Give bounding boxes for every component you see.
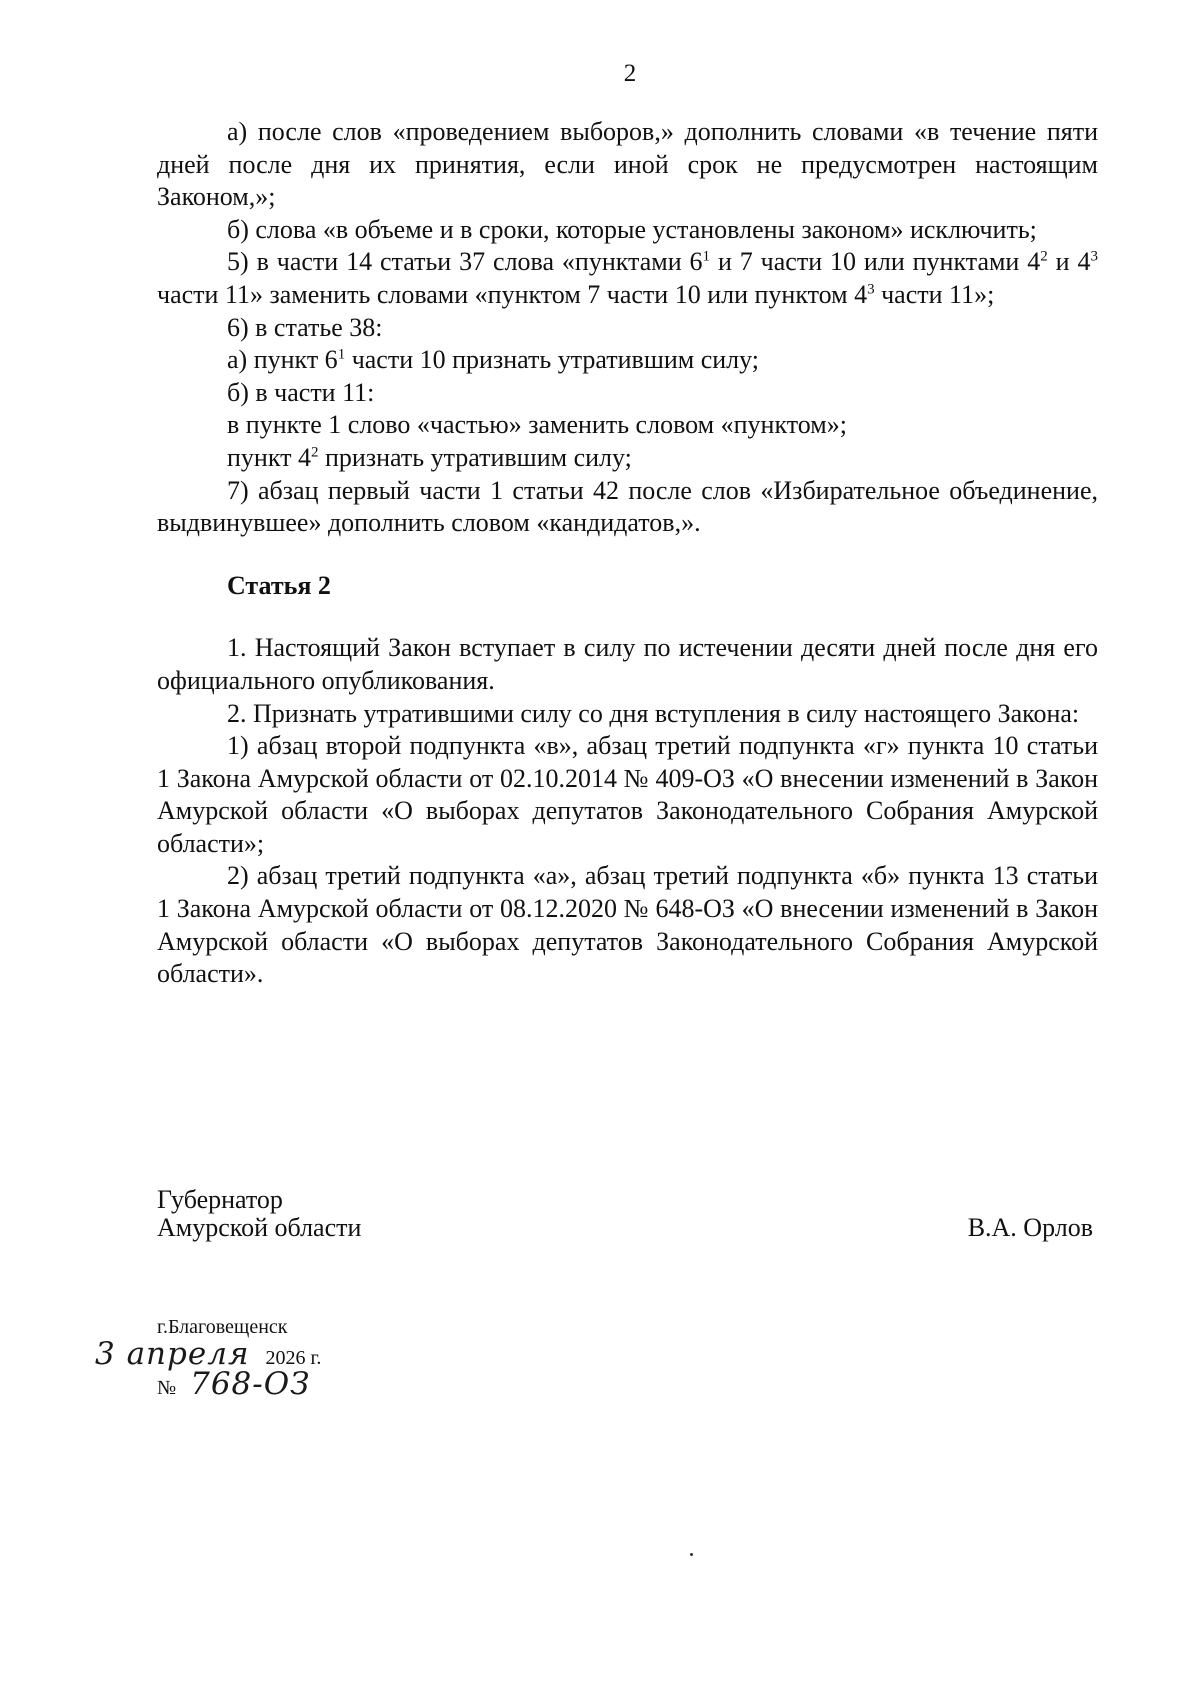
document-body bbox=[157, 116, 1098, 991]
article-2-item-2: 2. Признать утратившими силу со дня вступления в силу настоящего Закона: bbox=[227, 698, 1080, 728]
paragraph-b-exclusion: б) слова «в объеме и в сроки, которые установлены законом» исключить; bbox=[227, 214, 1037, 244]
signature-block bbox=[157, 1186, 1098, 1242]
number-sign: № bbox=[157, 1377, 177, 1399]
paragraph-a-amendment: а) после слов «проведением выборов,» дополнить словами «в течение пяти дней после дня их принятия, если иной срок не предусмотрен настоящим Законом,»; bbox=[157, 117, 1098, 212]
article-2-item-1: 1. Настоящий Закон вступает в силу по истечении десяти дней после дня его официального опубликования. bbox=[157, 633, 1098, 695]
paragraph-item-6b-point4: пункт $4^2$ признать утратившим силу; bbox=[227, 442, 632, 472]
article-2-subitem-2: 2) абзац третий подпункта «а», абзац третий подпункта «б» пункта 13 статьи 1 Закона Амурской области от 08.12.2020 № 648-ОЗ «О внесении изменений в Закон Амурской области «О выборах депутатов Законодательного Собрания Амурской области». bbox=[157, 861, 1098, 989]
article-2-subitem-1: 1) абзац второй подпункта «в», абзац третий подпункта «г» пункта 10 статьи 1 Закона Амурской области от 02.10.2014 № 409-ОЗ «О внесении изменений в Закон Амурской области «О выборах депутатов Законодательного Собрания Амурской области»; bbox=[157, 731, 1098, 858]
paragraph-item-7: 7) абзац первый части 1 статьи 42 после слов «Избирательное объединение, выдвинувшее» дополнить словом «кандидатов,». bbox=[157, 475, 1098, 538]
paragraph-item-6b-point1: в пункте 1 слово «частью» заменить словом «пунктом»; bbox=[227, 410, 847, 440]
signatory-title: Губернатор Амурской области bbox=[157, 1185, 362, 1242]
handwritten-date: 3 апреля bbox=[95, 1336, 250, 1372]
article-2-heading: Статья 2 bbox=[227, 570, 331, 600]
issue-year: 2026 г. bbox=[265, 1347, 322, 1369]
paragraph-item-6b: б) в части 11: bbox=[227, 377, 375, 407]
law-number bbox=[157, 1366, 310, 1402]
signatory-name: В.А. Орлов bbox=[967, 1213, 1093, 1242]
page-number: 2 bbox=[623, 60, 637, 87]
paragraph-item-5: 5) в части 14 статьи 37 слова «пунктами $6^1$ и 7 части 10 или пунктами $4^2$ и $4^3$ части 11» заменить словами «пунктом 7 части 10 или пунктом $4^3$ части 11»; bbox=[157, 247, 1098, 309]
paragraph-item-6: 6) в статье 38: bbox=[227, 312, 383, 342]
scan-speck bbox=[690, 1553, 693, 1556]
issue-city: г.Благовещенск bbox=[157, 1316, 288, 1338]
handwritten-law-number: 768-ОЗ bbox=[190, 1366, 311, 1402]
paragraph-item-6a: а) пункт $6^1$ части 10 признать утратившим силу; bbox=[227, 345, 760, 375]
